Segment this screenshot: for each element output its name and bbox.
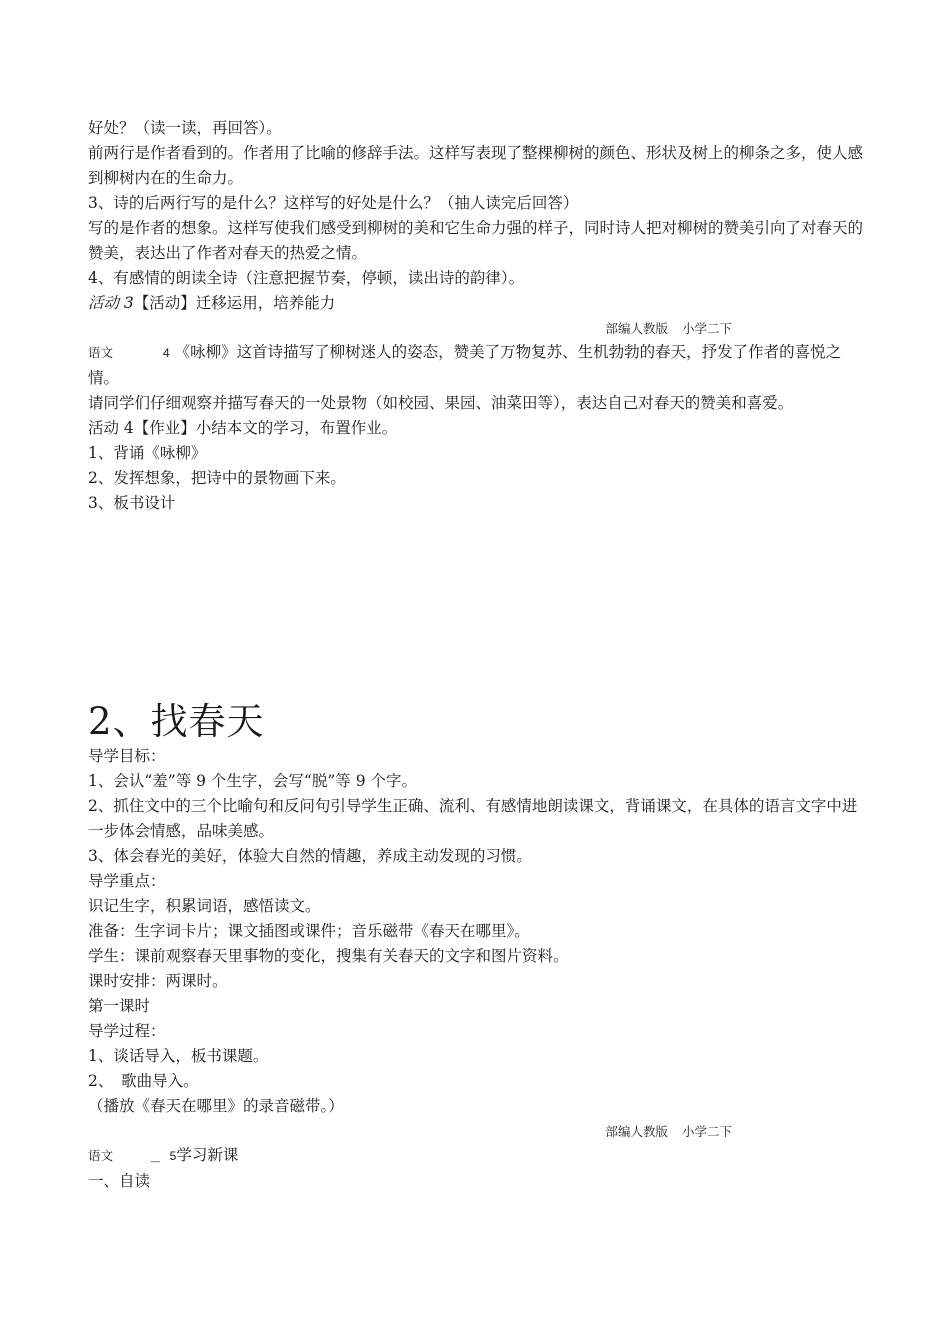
paragraph: 1、会认“羞”等 9 个生字，会写“脱”等 9 个字。: [88, 772, 417, 790]
paragraph: 请同学们仔细观察并描写春天的一处景物（如校园、果园、油菜田等），表达自己对春天的赞美和喜爱。: [88, 394, 794, 412]
paragraph: 3、板书设计: [88, 494, 176, 512]
page-marker-line: [88, 1143, 868, 1169]
header-grade: 小学二下: [681, 322, 732, 336]
paragraph: 1、谈话导入，板书课题。: [88, 1047, 269, 1065]
paragraph: （播放《春天在哪里》的录音磁带。）: [88, 1097, 344, 1115]
paragraph: 学习新课: [176, 1146, 239, 1164]
document-body: [88, 116, 868, 1194]
header-grade: 小学二下: [681, 1125, 732, 1139]
paragraph: 前两行是作者看到的。作者用了比喻的修辞手法。这样写表现了整棵柳树的颜色、形状及树上的柳条之多，使人感到柳树内在的生命力。: [88, 144, 864, 187]
page-number: 4: [163, 346, 170, 360]
paragraph: 3、诗的后两行写的是什么？这样写的好处是什么？（抽人读完后回答）: [88, 194, 579, 212]
header-edition: 部编人教版: [605, 322, 668, 336]
paragraph: 好处？（读一读，再回答）。: [88, 119, 282, 137]
paragraph: 3、体会春光的美好，体验大自然的情趣，养成主动发现的习惯。: [88, 847, 532, 865]
activity-3-line: [88, 291, 868, 316]
page-marker-line: [88, 340, 868, 391]
paragraph: 课时安排：两课时。: [88, 972, 228, 990]
blank-space: [88, 516, 868, 700]
activity-3-text: 【活动】迁移运用，培养能力: [133, 294, 336, 312]
subject-label: 语文: [88, 1149, 114, 1163]
header-edition: 部编人教版: [605, 1125, 668, 1139]
paragraph: 2、抓住文中的三个比喻句和反问句引导学生正确、流利、有感情地朗读课文，背诵课文，在具体的语言文字中进一步体会情感，品味美感。: [88, 797, 858, 840]
paragraph: 第一课时: [88, 997, 151, 1015]
page-dash: _: [151, 1147, 160, 1164]
lesson-title: 2、找春天: [88, 700, 265, 743]
paragraph: 识记生字，积累词语，感悟读文。: [88, 897, 321, 915]
page-number: 5: [169, 1149, 177, 1163]
page-header: [88, 1121, 868, 1143]
paragraph: 《咏柳》这首诗描写了柳树迷人的姿态，赞美了万物复苏、生机勃勃的春天，抒发了作者的喜悦之情。: [88, 343, 842, 387]
paragraph: 写的是作者的想象。这样写使我们感受到柳树的美和它生命力强的样子，同时诗人把对柳树的赞美引向了对春天的赞美，表达出了作者对春天的热爱之情。: [88, 219, 864, 262]
page-header: [88, 318, 868, 340]
paragraph: 1、背诵《咏柳》: [88, 444, 207, 462]
paragraph: 准备：生字词卡片；课文插图或课件；音乐磁带《春天在哪里》。: [88, 922, 530, 940]
paragraph: 导学过程：: [88, 1022, 166, 1040]
paragraph: 4、有感情的朗读全诗（注意把握节奏，停顿，读出诗的韵律）。: [88, 269, 525, 287]
paragraph: 活动 4【作业】小结本文的学习，布置作业。: [88, 419, 398, 437]
paragraph: 一、自读: [88, 1172, 151, 1190]
paragraph: 学生：课前观察春天里事物的变化，搜集有关春天的文字和图片资料。: [88, 947, 569, 965]
paragraph: 导学目标：: [88, 747, 166, 765]
subject-label: 语文: [88, 346, 114, 360]
paragraph: 2、发挥想象，把诗中的景物画下来。: [88, 469, 346, 487]
paragraph: 导学重点：: [88, 872, 166, 890]
activity-3-lead: 活动 3: [88, 294, 134, 312]
paragraph: 2、 歌曲导入。: [88, 1072, 199, 1090]
